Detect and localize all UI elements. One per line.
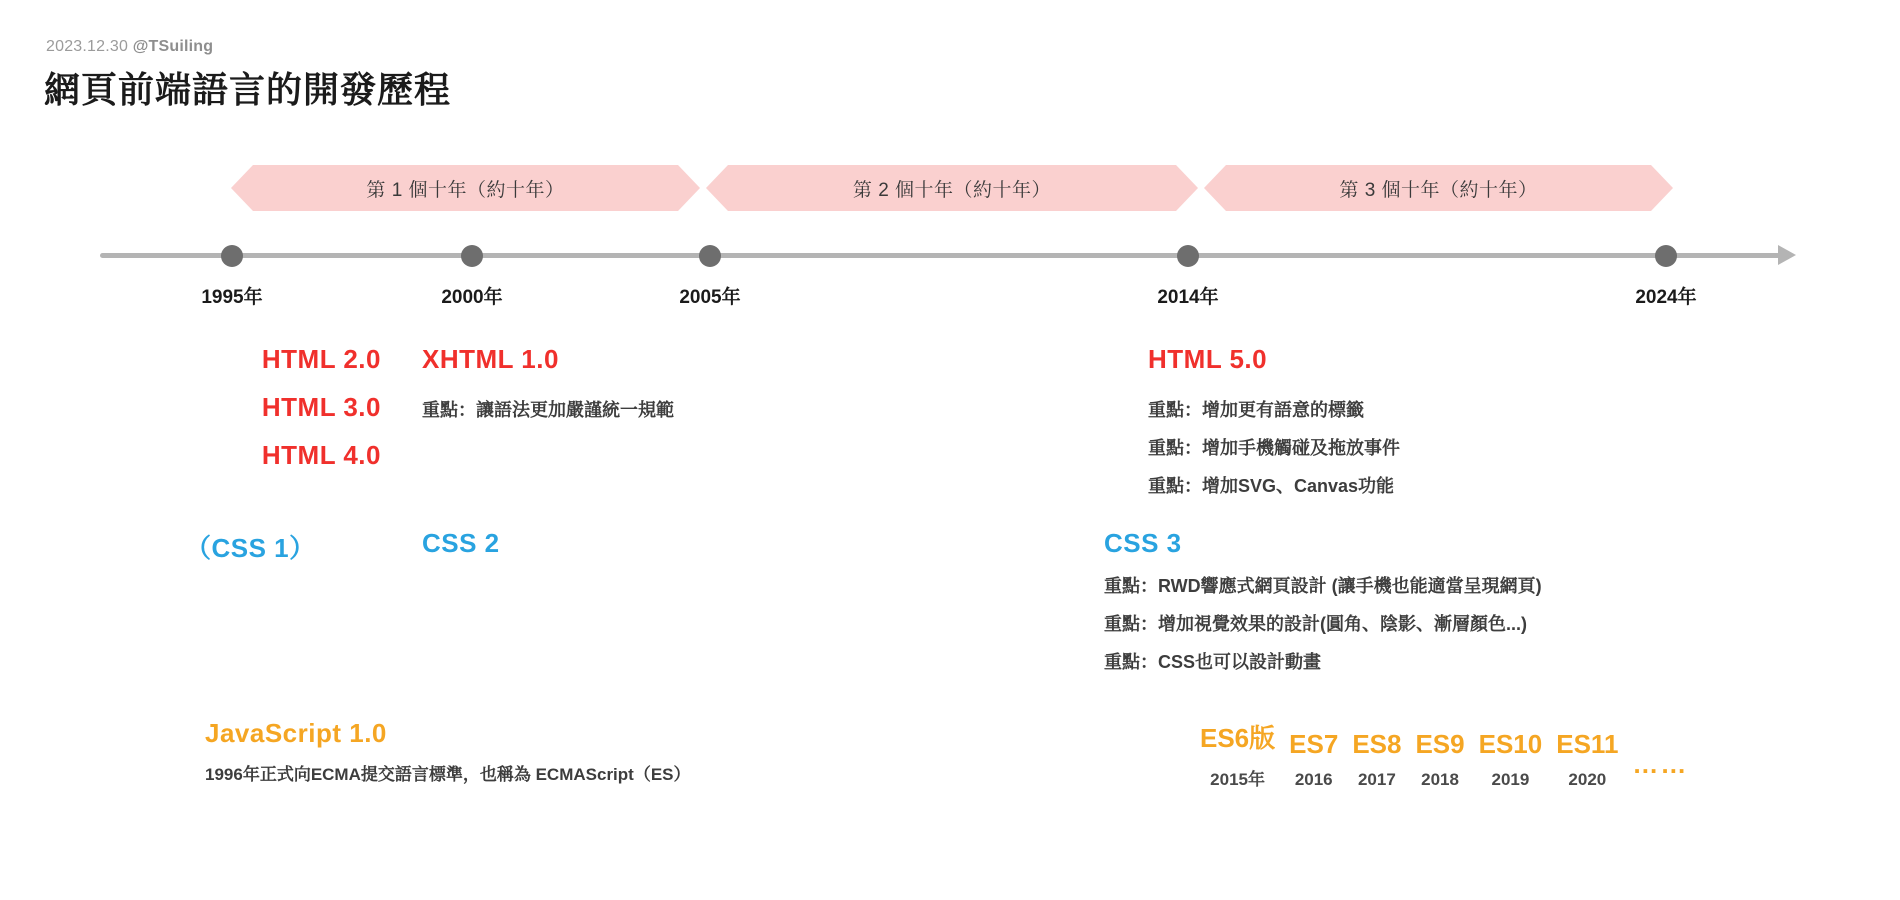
- page-title: 網頁前端語言的開發歷程: [44, 69, 452, 110]
- html5-note-2: 重點：增加手機觸碰及拖放事件: [1148, 438, 1400, 458]
- html-version-3: HTML 3.0: [261, 392, 381, 422]
- es-name: ES11: [1556, 729, 1619, 759]
- decade-banner-2-label: 第 2 個十年（約十年）: [852, 179, 1052, 201]
- xhtml-note-1: 重點：讓語法更加嚴謹統一規範: [422, 400, 674, 420]
- timeline-axis: [100, 253, 1780, 258]
- timeline-node-2014: [1177, 245, 1199, 267]
- html-group-2000: [422, 335, 674, 429]
- es-name: ES9: [1415, 729, 1465, 759]
- html5-version: HTML 5.0: [1148, 344, 1268, 374]
- timeline-node-2024: [1655, 245, 1677, 267]
- es-item: [1289, 729, 1338, 790]
- decade-banner-3: [1226, 165, 1651, 211]
- xhtml-version: XHTML 1.0: [422, 344, 559, 374]
- html-version-4: HTML 4.0: [261, 440, 381, 470]
- timeline-label-2000: 2000年: [441, 287, 503, 308]
- decade-banner-2: [728, 165, 1176, 211]
- timeline-label-2005: 2005年: [679, 287, 741, 308]
- css1-version: （CSS 1）: [185, 533, 316, 563]
- timeline-label-2014: 2014年: [1157, 287, 1219, 308]
- javascript-version: JavaScript 1.0: [205, 718, 387, 748]
- css-group-1995: [185, 528, 316, 565]
- html-group-1995: [96, 335, 381, 479]
- html-version-2: HTML 2.0: [261, 344, 381, 374]
- css-group-2014: [1104, 528, 1542, 681]
- es-name: ES8: [1352, 729, 1402, 759]
- es-item: [1200, 718, 1275, 790]
- timeline-label-2024: 2024年: [1635, 287, 1697, 308]
- es-year: 2018: [1421, 770, 1459, 789]
- es-name: ES10: [1478, 729, 1543, 759]
- css3-version: CSS 3: [1104, 528, 1182, 558]
- html5-note-1: 重點：增加更有語意的標籤: [1148, 400, 1364, 420]
- es-item: [1479, 729, 1543, 790]
- timeline-node-2000: [461, 245, 483, 267]
- css3-note-1: 重點：RWD響應式網頁設計 (讓手機也能適當呈現網頁): [1104, 576, 1542, 596]
- html5-note-3: 重點：增加SVG、Canvas功能: [1148, 476, 1395, 496]
- es-name: ES6版: [1200, 723, 1276, 753]
- es-item: [1415, 729, 1464, 790]
- es-name: ES7: [1289, 729, 1339, 759]
- css3-note-3: 重點：CSS也可以設計動畫: [1104, 652, 1322, 672]
- es-item: [1556, 729, 1618, 790]
- js-group-2000: [205, 718, 691, 793]
- es-year: 2015年: [1210, 770, 1265, 789]
- es-item: [1352, 729, 1401, 790]
- es-year: 2019: [1491, 770, 1530, 789]
- es-versions-row: [1200, 718, 1702, 790]
- decade-banner-1-label: 第 1 個十年（約十年）: [366, 179, 565, 201]
- timeline-node-2005: [699, 245, 721, 267]
- css3-note-2: 重點：增加視覺效果的設計(圓角、陰影、漸層顏色...): [1104, 614, 1527, 634]
- timeline-arrow-icon: [1778, 245, 1796, 265]
- publish-date: 2023.12.30: [46, 38, 129, 55]
- es-year: 2016: [1294, 770, 1333, 789]
- javascript-note-1: 1996年正式向ECMA提交語言標準，也稱為 ECMAScript（ES）: [205, 765, 691, 784]
- timeline-node-1995: [221, 245, 243, 267]
- css2-version: CSS 2: [422, 528, 500, 558]
- html-group-2014: [1148, 335, 1400, 505]
- timeline-label-1995: 1995年: [201, 287, 263, 308]
- decade-banner-1: [253, 165, 678, 211]
- es-year: 2020: [1568, 770, 1607, 789]
- es-name-more: ……: [1632, 749, 1689, 779]
- decade-banner-3-label: 第 3 個十年（約十年）: [1339, 179, 1538, 201]
- css-group-2000: [422, 528, 500, 559]
- meta-line: [46, 38, 213, 56]
- es-item-more: [1632, 749, 1688, 790]
- es-year: 2017: [1357, 770, 1396, 789]
- author-handle: @TSuiling: [132, 38, 214, 55]
